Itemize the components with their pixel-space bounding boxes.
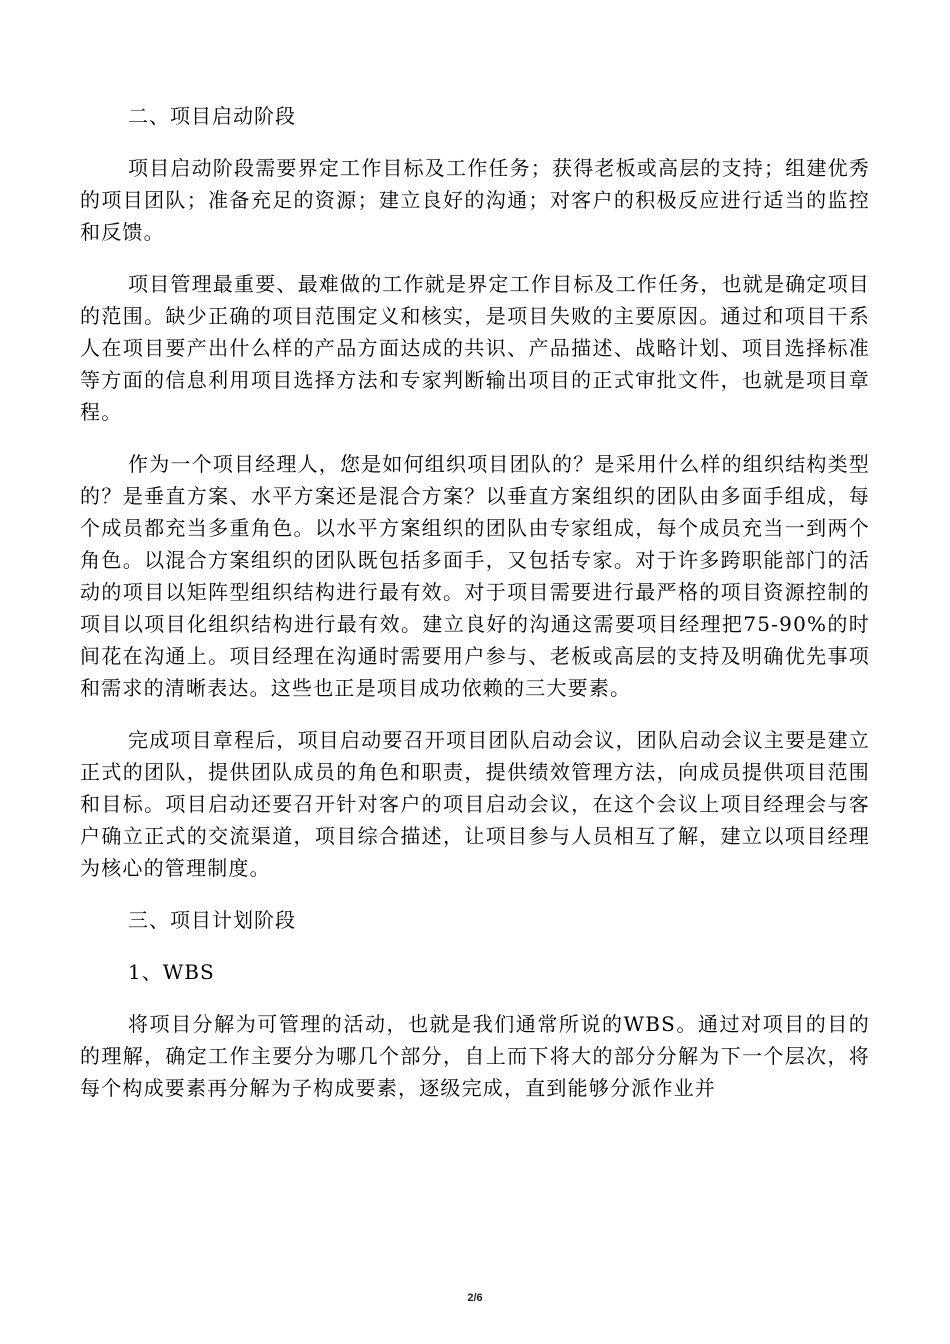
document-body [80,100,870,1124]
subsection-heading-wbs: 1、WBS [128,960,215,984]
section-heading-project-initiation: 二、项目启动阶段 [128,104,296,128]
paragraph-initiation-overview: 项目启动阶段需要界定工作目标及工作任务；获得老板或高层的支持；组建优秀的项目团队；准备充足的资源；建立良好的沟通；对客户的积极反应进行适当的监控和反馈。 [80,156,870,244]
section-heading-project-planning: 三、项目计划阶段 [128,908,296,932]
page-number: 2/6 [467,1292,483,1304]
paragraph-kickoff-meeting: 完成项目章程后，项目启动要召开项目团队启动会议，团队启动会议主要是建立正式的团队，提供团队成员的角色和职责，提供绩效管理方法，向成员提供项目范围和目标。项目启动还要召开针对客户的项目启动会议，在这个会议上项目经理会与客户确立正式的交流渠道，项目综合描述，让项目参与人员相互了解，建立以项目经理为核心的管理制度。 [80,728,870,880]
paragraph-wbs-description: 将项目分解为可管理的活动，也就是我们通常所说的WBS。通过对项目的目的的理解，确定工作主要分为哪几个部分，自上而下将大的部分分解为下一个层次，将每个构成要素再分解为子构成要素，逐级完成，直到能够分派作业并 [80,1012,870,1100]
paragraph-team-organization: 作为一个项目经理人，您是如何组织项目团队的？是采用什么样的组织结构类型的？是垂直方案、水平方案还是混合方案？以垂直方案组织的团队由多面手组成，每个成员都充当多重角色。以水平方案组织的团队由专家组成，每个成员充当一到两个角色。以混合方案组织的团队既包括多面手，又包括专家。对于许多跨职能部门的活动的项目以矩阵型组织结构进行最有效。对于项目需要进行最严格的项目资源控制的项目以项目化组织结构进行最有效。建立良好的沟通这需要项目经理把75-90%的时间花在沟通上。项目经理在沟通时需要用户参与、老板或高层的支持及明确优先事项和需求的清晰表达。这些也正是项目成功依赖的三大要素。 [80,452,870,700]
paragraph-project-scope: 项目管理最重要、最难做的工作就是界定工作目标及工作任务，也就是确定项目的范围。缺少正确的项目范围定义和核实，是项目失败的主要原因。通过和项目干系人在项目要产出什么样的产品方面达成的共识、产品描述、战略计划、项目选择标准等方面的信息利用项目选择方法和专家判断输出项目的正式审批文件，也就是项目章程。 [80,272,870,424]
